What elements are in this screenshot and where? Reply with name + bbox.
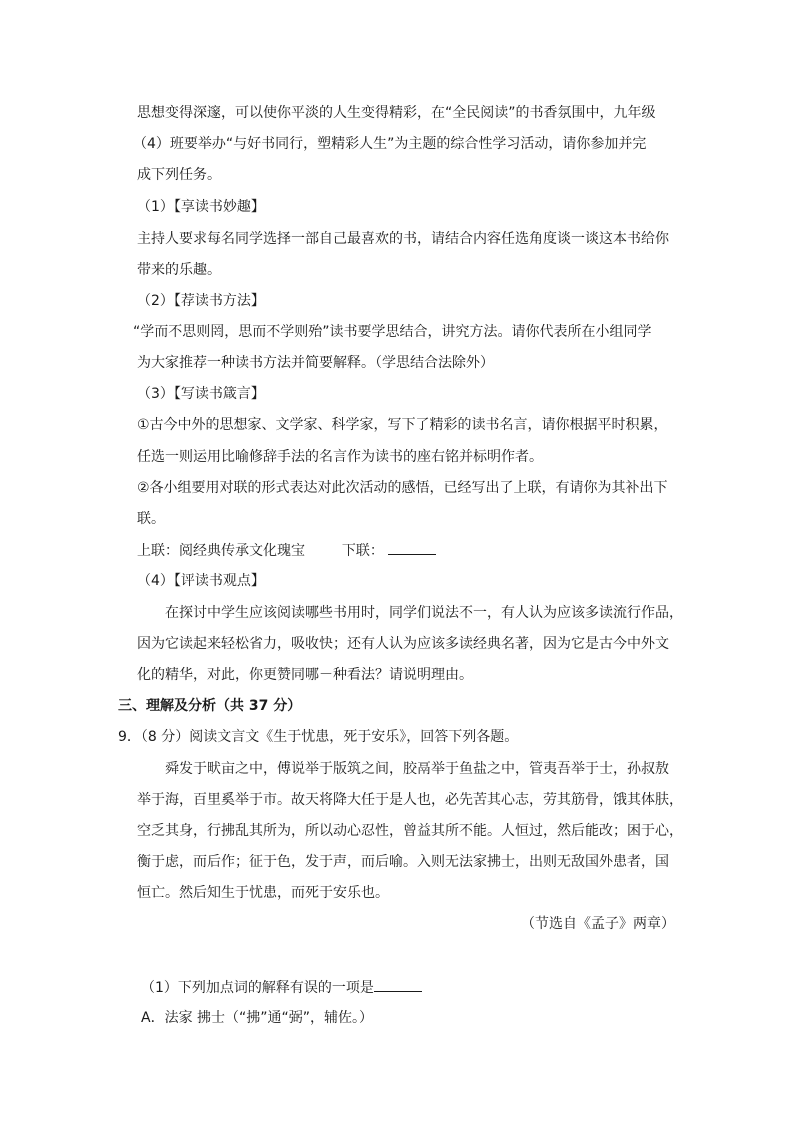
passage-line-5: 恒亡。然后知生于忧患，而死于安乐也。 — [137, 885, 389, 901]
passage-source: （节选自《孟子》两章） — [521, 916, 675, 932]
task3-item2-line-1: ②各小组要用对联的形式表达对此次活动的感悟，已经写出了上联，有请你为其补出下 — [137, 480, 668, 496]
intro-line-3: 成下列任务。 — [137, 167, 221, 183]
q9-sub1-row — [141, 977, 422, 998]
q9-sub1: （1）下列加点词的解释有误的一项是 — [141, 980, 374, 996]
couplet-upper: 上联：阅经典传承文化瑰宝 — [137, 543, 305, 559]
task4-line-1: 在探讨中学生应该阅读哪些书用时，同学们说法不一，有人认为应该多读流行作品， — [165, 605, 683, 621]
task1-line-1: 主持人要求每名同学选择一部自己最喜欢的书，请结合内容任选角度谈一谈这本书给你 — [137, 231, 669, 247]
task3-item1-line-2: 任选一则运用比喻修辞手法的名言作为读书的座右铭并标明作者。 — [137, 449, 543, 465]
couplet-lower-blank[interactable] — [388, 540, 436, 555]
passage-line-3: 空乏其身，行拂乱其所为，所以动心忍性，曾益其所不能。人恒过，然后能改；困于心， — [137, 823, 683, 839]
task4-line-2: 因为它读起来轻松省力，吸收快；还有人认为应该多读经典名著，因为它是古今中外文 — [137, 636, 669, 652]
passage-line-2: 举于海，百里奚举于市。故天将降大任于是人也，必先苦其心志，劳其筋骨，饿其体肤， — [137, 792, 683, 808]
task2-line-2: 为大家推荐一种读书方法并简要解释。（学思结合法除外） — [137, 355, 494, 371]
task3-item1-line-1: ①古今中外的思想家、文学家、科学家，写下了精彩的读书名言，请你根据平时积累， — [137, 417, 668, 433]
couplet-row — [137, 540, 436, 561]
passage-line-1: 舜发于畎亩之中，傅说举于版筑之间，胶鬲举于鱼盐之中，管夷吾举于士，孙叔敖 — [165, 761, 669, 777]
task3-heading: （3）【写读书箴言】 — [137, 386, 265, 402]
task4-heading: （4）【评读书观点】 — [137, 573, 265, 589]
task3-item2-line-2: 联。 — [137, 511, 165, 527]
intro-line-1: 思想变得深邃，可以使你平淡的人生变得精彩，在“全民阅读”的书香氛围中，九年级 — [137, 105, 656, 121]
q9-sub1-blank[interactable] — [374, 977, 422, 992]
q9-option-a: A．法家 拂士（“拂”通“弼”，辅佐。） — [141, 1010, 374, 1026]
task4-line-3: 化的精华，对此，你更赞同哪－种看法？请说明理由。 — [137, 667, 473, 683]
q9-stem: 9．（8 分）阅读文言文《生于忧患，死于安乐》，回答下列各题。 — [118, 729, 519, 745]
passage-line-4: 衡于虑，而后作；征于色，发于声，而后喻。入则无法家拂士，出则无敌国外患者，国 — [137, 854, 669, 870]
task2-line-1: “学而不思则罔，思而不学则殆”读书要学思结合，讲究方法。请你代表所在小组同学 — [133, 324, 652, 340]
intro-line-2: （4）班要举办“与好书同行，塑精彩人生”为主题的综合性学习活动，请你参加并完 — [133, 136, 647, 152]
task1-heading: （1）【享读书妙趣】 — [137, 199, 265, 215]
couplet-lower-label: 下联： — [341, 543, 384, 559]
section3-title: 三、理解及分析（共 37 分） — [118, 698, 302, 714]
task1-line-2: 带来的乐趣。 — [137, 262, 221, 278]
task2-heading: （2）【荐读书方法】 — [137, 293, 265, 309]
